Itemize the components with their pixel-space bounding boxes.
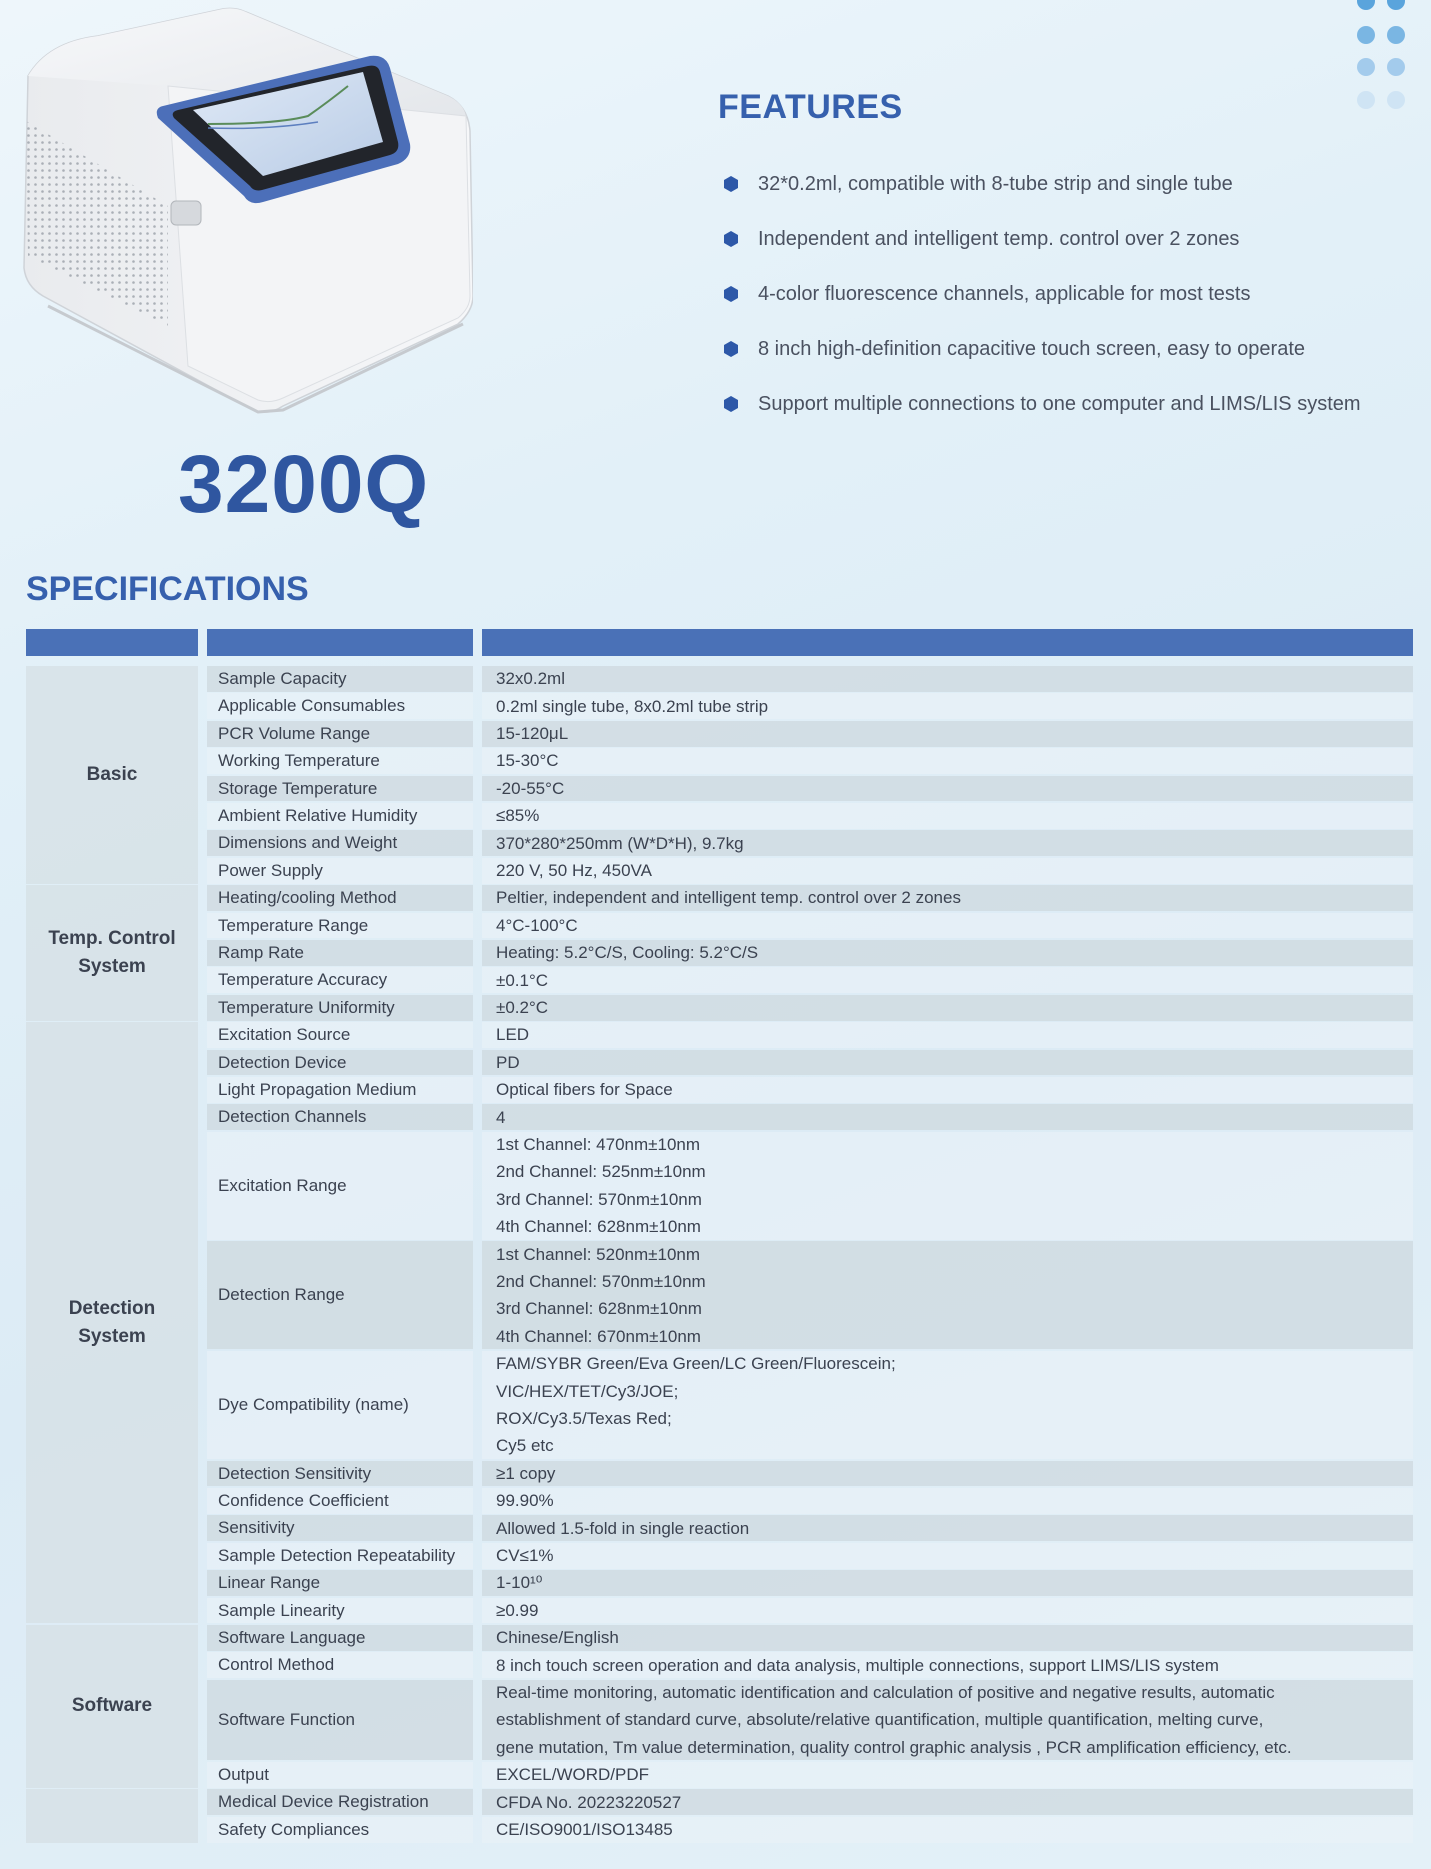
spec-value-line: FAM/SYBR Green/Eva Green/LC Green/Fluorescein;	[496, 1354, 896, 1374]
spec-label: Safety Compliances	[207, 1817, 473, 1843]
spec-value	[482, 1570, 1413, 1596]
table-header-bar	[207, 629, 473, 656]
spec-value-line: -20-55°C	[496, 778, 565, 798]
features-list	[720, 164, 1361, 439]
table-row	[207, 1132, 1413, 1240]
table-row	[207, 1104, 1413, 1130]
spec-value-line: 99.90%	[496, 1491, 554, 1511]
spec-value	[482, 967, 1413, 993]
spec-value-line: 2nd Channel: 570nm±10nm	[496, 1272, 706, 1292]
spec-value-line: Allowed 1.5-fold in single reaction	[496, 1518, 750, 1538]
table-row	[207, 1077, 1413, 1103]
feature-item: 32*0.2ml, compatible with 8-tube strip and single tube	[720, 164, 1361, 219]
hexagon-bullet-icon	[723, 341, 739, 357]
spec-value	[482, 1817, 1413, 1843]
spec-value-line: Optical fibers for Space	[496, 1080, 673, 1100]
spec-value-line: ±0.1°C	[496, 970, 549, 990]
model-name: 3200Q	[178, 439, 430, 530]
spec-label: Heating/cooling Method	[207, 885, 473, 911]
spec-value	[482, 1050, 1413, 1076]
hexagon-bullet-icon	[723, 286, 739, 302]
decorative-dots	[1349, 0, 1419, 110]
spec-label: Power Supply	[207, 858, 473, 884]
spec-value	[482, 1543, 1413, 1569]
features-title: FEATURES	[718, 88, 903, 126]
spec-label: Sample Detection Repeatability	[207, 1543, 473, 1569]
spec-label: Detection Range	[207, 1241, 473, 1349]
spec-value-line: Peltier, independent and intelligent temp. control over 2 zones	[496, 888, 961, 908]
spec-value	[482, 913, 1413, 939]
table-row	[207, 1351, 1413, 1459]
spec-label: Dye Compatibility (name)	[207, 1351, 473, 1459]
spec-value-line: 8 inch touch screen operation and data analysis, multiple connections, support LIMS/LIS system	[496, 1655, 1219, 1675]
spec-label: Temperature Accuracy	[207, 967, 473, 993]
spec-label: Temperature Uniformity	[207, 995, 473, 1021]
spec-value-line: 3rd Channel: 570nm±10nm	[496, 1189, 702, 1209]
spec-value-line: 15-120μL	[496, 724, 569, 744]
product-image	[18, 6, 473, 416]
table-row	[207, 995, 1413, 1021]
spec-value-line: 4°C-100°C	[496, 915, 578, 935]
spec-value-line: LED	[496, 1025, 530, 1045]
spec-value-line: 15-30°C	[496, 751, 559, 771]
table-row	[207, 830, 1413, 856]
spec-value-line: 4th Channel: 628nm±10nm	[496, 1217, 701, 1237]
spec-label: Software Function	[207, 1680, 473, 1761]
spec-label: Dimensions and Weight	[207, 830, 473, 856]
feature-item: Independent and intelligent temp. control over 2 zones	[720, 219, 1361, 274]
spec-value	[482, 1022, 1413, 1048]
spec-value	[482, 1789, 1413, 1815]
hexagon-bullet-icon	[723, 396, 739, 412]
spec-value	[482, 1104, 1413, 1130]
spec-value-line: 32x0.2ml	[496, 669, 565, 689]
spec-value-line: 2nd Channel: 525nm±10nm	[496, 1162, 706, 1182]
spec-value-line: establishment of standard curve, absolute/relative quantification, multiple quantification, melting curve,	[496, 1710, 1264, 1730]
spec-label: Detection Sensitivity	[207, 1461, 473, 1487]
spec-value	[482, 748, 1413, 774]
spec-value	[482, 1461, 1413, 1487]
spec-value	[482, 830, 1413, 856]
table-row	[207, 1762, 1413, 1788]
spec-group-cell	[26, 885, 198, 1021]
spec-value-line: Cy5 etc	[496, 1436, 554, 1456]
spec-group-label: Detection System	[68, 1297, 156, 1347]
spec-value-line: PD	[496, 1052, 520, 1072]
spec-value-line: Heating: 5.2°C/S, Cooling: 5.2°C/S	[496, 943, 759, 963]
spec-value-line: 1-10¹⁰	[496, 1573, 543, 1593]
spec-value-line: 0.2ml single tube, 8x0.2ml tube strip	[496, 696, 769, 716]
table-row	[207, 1022, 1413, 1048]
spec-label: Temperature Range	[207, 913, 473, 939]
spec-label: Ambient Relative Humidity	[207, 803, 473, 829]
spec-value	[482, 1652, 1413, 1678]
table-row	[207, 1241, 1413, 1349]
table-header-bar	[482, 629, 1413, 656]
spec-group-cell	[26, 1022, 198, 1623]
spec-label: Software Language	[207, 1625, 473, 1651]
spec-group-label: Temp. Control System	[48, 927, 176, 977]
spec-value-line: 4	[496, 1107, 506, 1127]
table-row	[207, 1680, 1413, 1761]
hexagon-bullet-icon	[723, 176, 739, 192]
spec-value	[482, 940, 1413, 966]
table-row	[207, 1050, 1413, 1076]
spec-value-line: EXCEL/WORD/PDF	[496, 1765, 650, 1785]
spec-label: Working Temperature	[207, 748, 473, 774]
spec-label: Excitation Source	[207, 1022, 473, 1048]
spec-value	[482, 1132, 1413, 1240]
table-row	[207, 693, 1413, 719]
table-row	[207, 748, 1413, 774]
spec-group-label: Software	[71, 1695, 153, 1717]
spec-value	[482, 1680, 1413, 1761]
spec-value-line: ≤85%	[496, 806, 540, 826]
spec-value	[482, 1598, 1413, 1624]
spec-label: Medical Device Registration	[207, 1789, 473, 1815]
table-row	[207, 1598, 1413, 1624]
spec-value	[482, 1625, 1413, 1651]
spec-value-line: 3rd Channel: 628nm±10nm	[496, 1299, 702, 1319]
table-row	[207, 1488, 1413, 1514]
spec-label: Sample Linearity	[207, 1598, 473, 1624]
spec-value	[482, 885, 1413, 911]
spec-label: Linear Range	[207, 1570, 473, 1596]
spec-value-line: CFDA No. 20223220527	[496, 1792, 682, 1812]
spec-label: Detection Device	[207, 1050, 473, 1076]
feature-item: Support multiple connections to one computer and LIMS/LIS system	[720, 384, 1361, 439]
table-row	[207, 967, 1413, 993]
spec-label: Output	[207, 1762, 473, 1788]
spec-label: Detection Channels	[207, 1104, 473, 1130]
spec-value-line: ±0.2°C	[496, 998, 549, 1018]
spec-value-line: Chinese/English	[496, 1628, 619, 1648]
spec-group-cell	[26, 1625, 198, 1788]
spec-value-line: 1st Channel: 470nm±10nm	[496, 1135, 701, 1155]
table-row	[207, 803, 1413, 829]
spec-value	[482, 1762, 1413, 1788]
spec-value-line: CV≤1%	[496, 1546, 554, 1566]
spec-label: Applicable Consumables	[207, 693, 473, 719]
spec-value	[482, 776, 1413, 802]
spec-value-line: 220 V, 50 Hz, 450VA	[496, 861, 652, 881]
spec-value-line: 1st Channel: 520nm±10nm	[496, 1244, 701, 1264]
hexagon-bullet-icon	[723, 231, 739, 247]
spec-group-cell	[26, 1789, 198, 1842]
spec-label: PCR Volume Range	[207, 721, 473, 747]
spec-value-line: ≥1 copy	[496, 1463, 556, 1483]
spec-value	[482, 803, 1413, 829]
spec-value	[482, 1488, 1413, 1514]
table-row	[207, 1543, 1413, 1569]
spec-value-line: Real-time monitoring, automatic identification and calculation of positive and negative results, automatic	[496, 1683, 1275, 1703]
table-row	[207, 1789, 1413, 1815]
spec-value-line: ROX/Cy3.5/Texas Red;	[496, 1409, 672, 1429]
spec-label: Light Propagation Medium	[207, 1077, 473, 1103]
spec-label: Storage Temperature	[207, 776, 473, 802]
table-row	[207, 885, 1413, 911]
table-row	[207, 1515, 1413, 1541]
table-row	[207, 666, 1413, 692]
specifications-title: SPECIFICATIONS	[26, 570, 309, 608]
table-row	[207, 1817, 1413, 1843]
table-row	[207, 913, 1413, 939]
spec-value	[482, 1077, 1413, 1103]
spec-value	[482, 1241, 1413, 1349]
spec-value	[482, 693, 1413, 719]
spec-value	[482, 858, 1413, 884]
spec-value-line: CE/ISO9001/ISO13485	[496, 1820, 673, 1840]
table-row	[207, 776, 1413, 802]
spec-value	[482, 995, 1413, 1021]
table-row	[207, 858, 1413, 884]
spec-value	[482, 721, 1413, 747]
spec-label: Ramp Rate	[207, 940, 473, 966]
spec-value	[482, 1351, 1413, 1459]
table-row	[207, 940, 1413, 966]
spec-label: Excitation Range	[207, 1132, 473, 1240]
spec-group-label: Basic	[86, 763, 138, 785]
spec-group-cell	[26, 666, 198, 884]
spec-value	[482, 1515, 1413, 1541]
spec-label: Sensitivity	[207, 1515, 473, 1541]
spec-label: Control Method	[207, 1652, 473, 1678]
spec-value-line: 4th Channel: 670nm±10nm	[496, 1326, 701, 1346]
feature-item: 8 inch high-definition capacitive touch screen, easy to operate	[720, 329, 1361, 384]
spec-label: Sample Capacity	[207, 666, 473, 692]
table-row	[207, 721, 1413, 747]
table-row	[207, 1570, 1413, 1596]
spec-value-line: 370*280*250mm (W*D*H), 9.7kg	[496, 833, 744, 853]
spec-value-line: VIC/HEX/TET/Cy3/JOE;	[496, 1381, 679, 1401]
spec-label: Confidence Coefficient	[207, 1488, 473, 1514]
table-row	[207, 1625, 1413, 1651]
table-header-bar	[26, 629, 198, 656]
spec-value-line: ≥0.99	[496, 1600, 539, 1620]
table-row	[207, 1461, 1413, 1487]
feature-item: 4-color fluorescence channels, applicable for most tests	[720, 274, 1361, 329]
spec-value	[482, 666, 1413, 692]
spec-value-line: gene mutation, Tm value determination, quality control graphic analysis , PCR amplification efficiency, etc.	[496, 1737, 1292, 1757]
table-row	[207, 1652, 1413, 1678]
